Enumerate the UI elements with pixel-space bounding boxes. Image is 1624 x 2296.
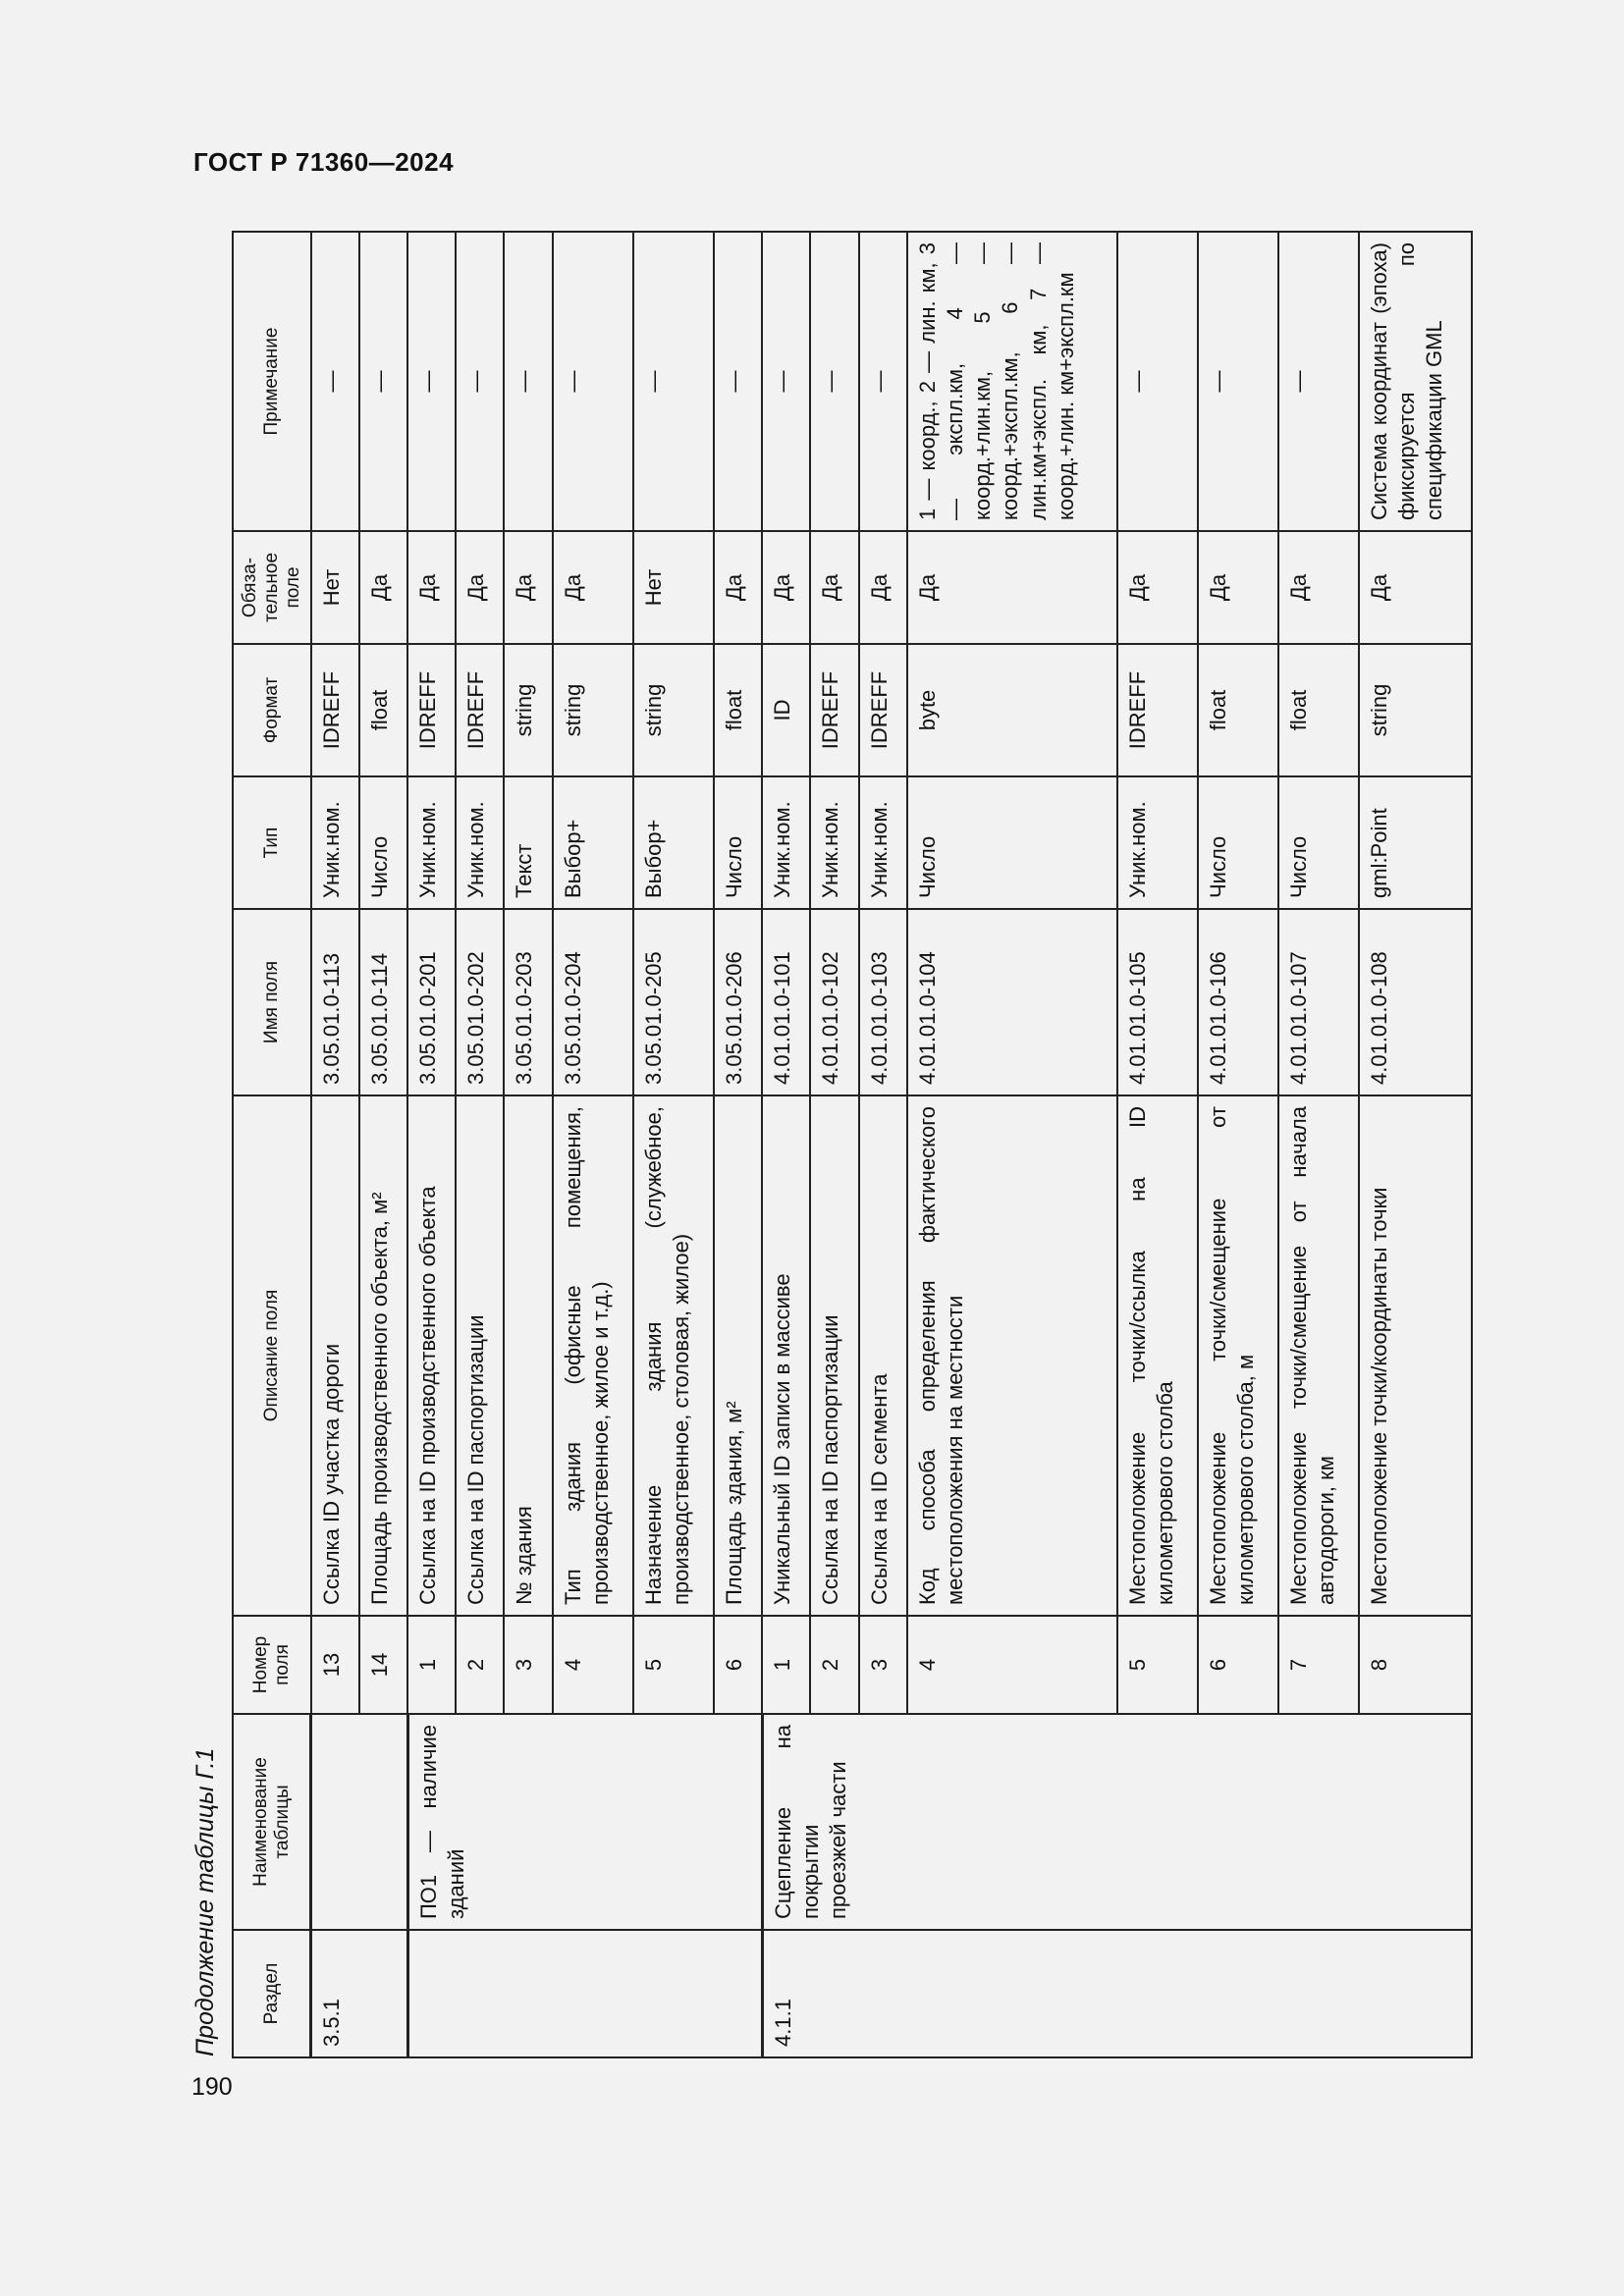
field-format-cell: float <box>1198 644 1278 776</box>
field-note-cell: Система координат (эпоха) фиксируется по спецификации GML <box>1359 232 1472 531</box>
field-type-cell: Число <box>714 776 762 909</box>
table-body <box>311 232 1472 2057</box>
table-row <box>311 232 359 2057</box>
field-note-cell: — <box>714 232 762 531</box>
field-name-cell: 3.05.01.0-204 <box>553 909 633 1095</box>
field-name-cell: 4.01.01.0-103 <box>859 909 907 1095</box>
field-number-cell: 3 <box>859 1616 907 1714</box>
field-description-cell: Местоположение точки/координаты точки <box>1359 1095 1472 1616</box>
field-format-cell: string <box>553 644 633 776</box>
field-type-cell: Уник.ном. <box>1117 776 1198 909</box>
table-header-row <box>233 232 311 2057</box>
field-number-cell: 2 <box>456 1616 504 1714</box>
field-number-cell: 7 <box>1278 1616 1359 1714</box>
field-required-cell: Да <box>762 531 810 644</box>
field-number-cell: 4 <box>553 1616 633 1714</box>
field-required-cell: Да <box>1198 531 1278 644</box>
field-name-cell: 3.05.01.0-202 <box>456 909 504 1095</box>
field-note-cell: — <box>633 232 714 531</box>
field-required-cell: Да <box>1278 531 1359 644</box>
field-note-cell: 1 — коорд., 2 — лин. км, 3 — экспл.км, 4 — коорд.+лин.км, 5 — коорд.+экспл.км, 6 — лин.км+экспл. км, 7 — коорд.+лин. км+экспл.км <box>907 232 1117 531</box>
field-description-cell: Местоположение точки/смещение от начала автодороги, км <box>1278 1095 1359 1616</box>
field-name-cell: 4.01.01.0-108 <box>1359 909 1472 1095</box>
table-name-cell <box>311 1714 407 1930</box>
field-type-cell: Уник.ном. <box>762 776 810 909</box>
field-required-cell: Да <box>810 531 858 644</box>
col-header-required: Обяза-тельное поле <box>233 531 311 644</box>
field-type-cell: Число <box>359 776 407 909</box>
table-g1-rotated <box>232 233 1473 2058</box>
field-format-cell: IDREFF <box>1117 644 1198 776</box>
fields-table <box>232 231 1473 2058</box>
field-required-cell: Да <box>456 531 504 644</box>
field-note-cell: — <box>1117 232 1198 531</box>
field-format-cell: IDREFF <box>810 644 858 776</box>
field-type-cell: Число <box>1278 776 1359 909</box>
field-type-cell: Число <box>1198 776 1278 909</box>
field-description-cell: Местоположение точки/ссылка на ID километрового столба <box>1117 1095 1198 1616</box>
field-number-cell: 5 <box>633 1616 714 1714</box>
field-name-cell: 3.05.01.0-203 <box>504 909 552 1095</box>
field-description-cell: № здания <box>504 1095 552 1616</box>
field-number-cell: 3 <box>504 1616 552 1714</box>
field-description-cell: Код способа определения фактического местоположения на местности <box>907 1095 1117 1616</box>
field-required-cell: Да <box>553 531 633 644</box>
field-format-cell: string <box>1359 644 1472 776</box>
field-number-cell: 5 <box>1117 1616 1198 1714</box>
field-required-cell: Нет <box>311 531 359 644</box>
field-note-cell: — <box>553 232 633 531</box>
field-description-cell: Ссылка на ID паспортизации <box>810 1095 858 1616</box>
table-row <box>407 232 456 2057</box>
field-format-cell: string <box>633 644 714 776</box>
field-format-cell: IDREFF <box>456 644 504 776</box>
table-name-cell: ПО1 — наличие зданий <box>407 1714 762 1930</box>
field-name-cell: 3.05.01.0-114 <box>359 909 407 1095</box>
field-number-cell: 6 <box>714 1616 762 1714</box>
document-title: ГОСТ Р 71360—2024 <box>193 147 455 177</box>
field-required-cell: Да <box>1117 531 1198 644</box>
field-note-cell: — <box>407 232 456 531</box>
field-note-cell: — <box>859 232 907 531</box>
field-name-cell: 4.01.01.0-107 <box>1278 909 1359 1095</box>
field-note-cell: — <box>1278 232 1359 531</box>
field-note-cell: — <box>1198 232 1278 531</box>
field-description-cell: Ссылка на ID сегмента <box>859 1095 907 1616</box>
field-required-cell: Да <box>1359 531 1472 644</box>
field-name-cell: 3.05.01.0-113 <box>311 909 359 1095</box>
field-description-cell: Уникальный ID записи в массиве <box>762 1095 810 1616</box>
field-type-cell: Уник.ном. <box>311 776 359 909</box>
field-description-cell: Ссылка на ID паспортизации <box>456 1095 504 1616</box>
field-number-cell: 13 <box>311 1616 359 1714</box>
field-format-cell: IDREFF <box>311 644 359 776</box>
field-required-cell: Да <box>504 531 552 644</box>
field-type-cell: Уник.ном. <box>456 776 504 909</box>
field-number-cell: 4 <box>907 1616 1117 1714</box>
field-description-cell: Площадь производственного объекта, м² <box>359 1095 407 1616</box>
field-required-cell: Да <box>859 531 907 644</box>
field-number-cell: 1 <box>762 1616 810 1714</box>
field-type-cell: Выбор+ <box>633 776 714 909</box>
field-number-cell: 8 <box>1359 1616 1472 1714</box>
field-type-cell: Уник.ном. <box>859 776 907 909</box>
field-type-cell: gml:Point <box>1359 776 1472 909</box>
field-format-cell: float <box>714 644 762 776</box>
field-name-cell: 4.01.01.0-104 <box>907 909 1117 1095</box>
field-type-cell: Текст <box>504 776 552 909</box>
field-number-cell: 2 <box>810 1616 858 1714</box>
field-type-cell: Число <box>907 776 1117 909</box>
field-description-cell: Ссылка ID участка дороги <box>311 1095 359 1616</box>
field-name-cell: 3.05.01.0-205 <box>633 909 714 1095</box>
field-required-cell: Нет <box>633 531 714 644</box>
field-note-cell: — <box>456 232 504 531</box>
field-number-cell: 6 <box>1198 1616 1278 1714</box>
table-row <box>762 232 810 2057</box>
field-name-cell: 4.01.01.0-101 <box>762 909 810 1095</box>
field-number-cell: 14 <box>359 1616 407 1714</box>
field-format-cell: ID <box>762 644 810 776</box>
field-format-cell: IDREFF <box>859 644 907 776</box>
col-header-table-name: Наименование таблицы <box>233 1714 311 1930</box>
field-description-cell: Местоположение точки/смещение от километрового столба, м <box>1198 1095 1278 1616</box>
field-required-cell: Да <box>907 531 1117 644</box>
col-header-field-name: Имя поля <box>233 909 311 1095</box>
field-name-cell: 3.05.01.0-201 <box>407 909 456 1095</box>
field-note-cell: — <box>810 232 858 531</box>
field-format-cell: IDREFF <box>407 644 456 776</box>
field-format-cell: float <box>359 644 407 776</box>
field-name-cell: 3.05.01.0-206 <box>714 909 762 1095</box>
col-header-field-description: Описание поля <box>233 1095 311 1616</box>
field-name-cell: 4.01.01.0-106 <box>1198 909 1278 1095</box>
field-name-cell: 4.01.01.0-105 <box>1117 909 1198 1095</box>
field-note-cell: — <box>504 232 552 531</box>
field-description-cell: Тип здания (офисные помещения, производственное, жилое и т.д.) <box>553 1095 633 1616</box>
col-header-format: Формат <box>233 644 311 776</box>
field-description-cell: Назначение здания (служебное, производственное, столовая, жилое) <box>633 1095 714 1616</box>
field-note-cell: — <box>359 232 407 531</box>
field-description-cell: Площадь здания, м² <box>714 1095 762 1616</box>
field-note-cell: — <box>762 232 810 531</box>
table-continuation-label: Продолжение таблицы Г.1 <box>191 1747 219 2056</box>
field-required-cell: Да <box>359 531 407 644</box>
section-cell <box>407 1930 762 2057</box>
col-header-type: Тип <box>233 776 311 909</box>
table-name-cell: Сцепление на покрытии проезжей части <box>762 1714 1472 1930</box>
field-description-cell: Ссылка на ID производственного объекта <box>407 1095 456 1616</box>
field-type-cell: Уник.ном. <box>407 776 456 909</box>
field-name-cell: 4.01.01.0-102 <box>810 909 858 1095</box>
col-header-field-number: Номер поля <box>233 1616 311 1714</box>
field-type-cell: Выбор+ <box>553 776 633 909</box>
col-header-section: Раздел <box>233 1930 311 2057</box>
field-number-cell: 1 <box>407 1616 456 1714</box>
field-required-cell: Да <box>407 531 456 644</box>
section-cell: 3.5.1 <box>311 1930 407 2057</box>
field-format-cell: string <box>504 644 552 776</box>
field-format-cell: byte <box>907 644 1117 776</box>
field-format-cell: float <box>1278 644 1359 776</box>
page-number: 190 <box>191 2073 233 2101</box>
field-note-cell: — <box>311 232 359 531</box>
section-cell: 4.1.1 <box>762 1930 1472 2057</box>
field-type-cell: Уник.ном. <box>810 776 858 909</box>
field-required-cell: Да <box>714 531 762 644</box>
col-header-note: Примечание <box>233 232 311 531</box>
